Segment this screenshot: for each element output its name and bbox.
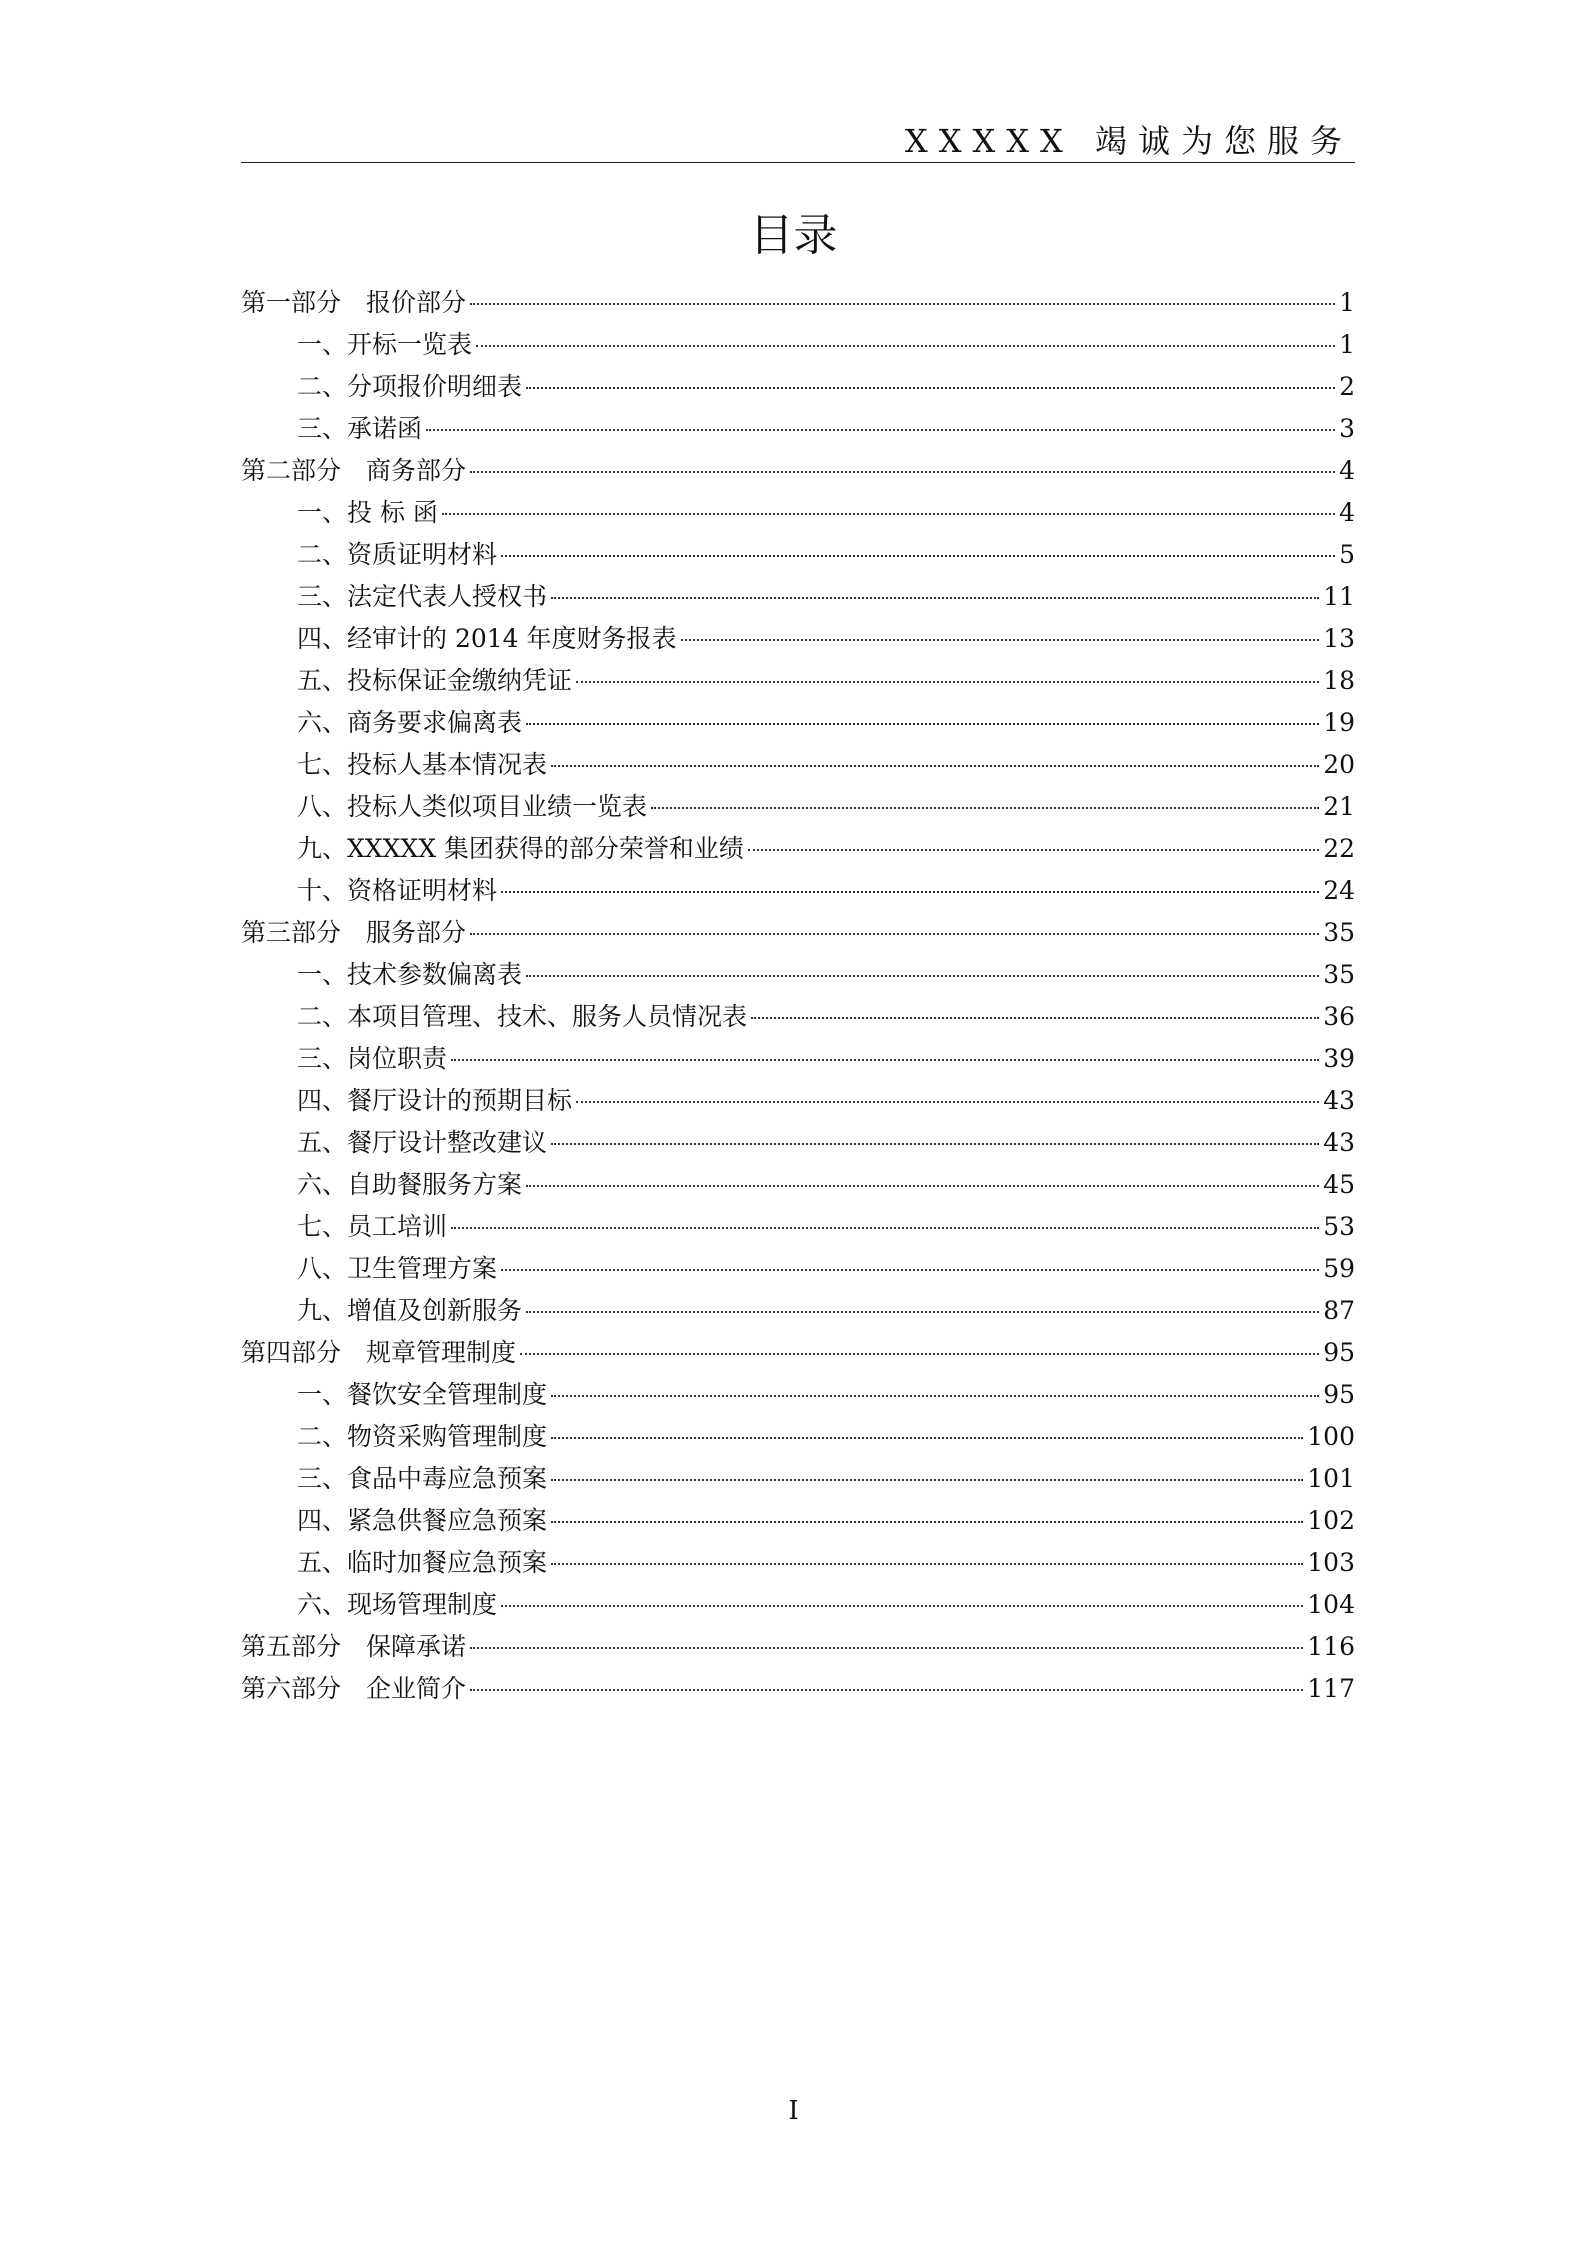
toc-entry-page-number: 116 [1307, 1632, 1355, 1661]
dot-leader [576, 1101, 1319, 1103]
toc-section-entry[interactable] [241, 282, 1355, 324]
toc-subsection-entry[interactable] [241, 1458, 1355, 1500]
dot-leader [551, 1479, 1303, 1481]
toc-entry-page-number: 53 [1323, 1212, 1355, 1241]
toc-entry-label: 一、投 标 函 [297, 498, 438, 527]
toc-entry-page-number: 18 [1323, 666, 1355, 695]
dot-leader [651, 807, 1319, 809]
toc-entry-page-number: 11 [1323, 582, 1355, 611]
toc-entry-label: 三、承诺函 [297, 414, 423, 443]
dot-leader [551, 1143, 1319, 1145]
toc-section-entry[interactable] [241, 1626, 1355, 1668]
toc-entry-label: 第三部分 服务部分 [241, 918, 467, 947]
toc-entry-page-number: 59 [1323, 1254, 1355, 1283]
toc-entry-label: 一、技术参数偏离表 [297, 960, 523, 989]
toc-subsection-entry[interactable] [241, 870, 1355, 912]
toc-subsection-entry[interactable] [241, 1374, 1355, 1416]
toc-entry-page-number: 35 [1323, 918, 1355, 947]
toc-subsection-entry[interactable] [241, 576, 1355, 618]
toc-entry-page-number: 2 [1339, 372, 1355, 401]
dot-leader [470, 471, 1335, 473]
dot-leader [526, 975, 1319, 977]
dot-leader [748, 849, 1319, 851]
dot-leader [526, 1311, 1319, 1313]
toc-entry-label: 二、物资采购管理制度 [297, 1422, 548, 1451]
dot-leader [551, 597, 1319, 599]
dot-leader [551, 1563, 1303, 1565]
toc-entry-label: 第一部分 报价部分 [241, 288, 467, 317]
toc-subsection-entry[interactable] [241, 1122, 1355, 1164]
toc-entry-label: 三、岗位职责 [297, 1044, 448, 1073]
dot-leader [501, 1605, 1303, 1607]
dot-leader [501, 1269, 1319, 1271]
dot-leader [476, 345, 1335, 347]
toc-entry-page-number: 102 [1307, 1506, 1355, 1535]
toc-subsection-entry[interactable] [241, 324, 1355, 366]
toc-entry-label: 六、现场管理制度 [297, 1590, 498, 1619]
toc-entry-label: 第六部分 企业简介 [241, 1674, 467, 1703]
toc-entry-label: 四、餐厅设计的预期目标 [297, 1086, 573, 1115]
toc-section-entry[interactable] [241, 450, 1355, 492]
toc-subsection-entry[interactable] [241, 618, 1355, 660]
toc-subsection-entry[interactable] [241, 1248, 1355, 1290]
toc-entry-label: 六、商务要求偏离表 [297, 708, 523, 737]
toc-entry-page-number: 45 [1323, 1170, 1355, 1199]
toc-entry-page-number: 21 [1323, 792, 1355, 821]
toc-entry-page-number: 24 [1323, 876, 1355, 905]
toc-entry-label: 第四部分 规章管理制度 [241, 1338, 517, 1367]
toc-entry-page-number: 5 [1339, 540, 1355, 569]
toc-subsection-entry[interactable] [241, 996, 1355, 1038]
toc-subsection-entry[interactable] [241, 786, 1355, 828]
toc-entry-page-number: 43 [1323, 1128, 1355, 1157]
dot-leader [520, 1353, 1319, 1355]
toc-entry-page-number: 4 [1339, 498, 1355, 527]
toc-subsection-entry[interactable] [241, 954, 1355, 996]
dot-leader [451, 1059, 1319, 1061]
toc-section-entry[interactable] [241, 1332, 1355, 1374]
toc-entry-label: 五、投标保证金缴纳凭证 [297, 666, 573, 695]
toc-entry-page-number: 117 [1307, 1674, 1355, 1703]
toc-entry-label: 二、资质证明材料 [297, 540, 498, 569]
toc-entry-page-number: 101 [1307, 1464, 1355, 1493]
dot-leader [501, 891, 1319, 893]
toc-subsection-entry[interactable] [241, 1080, 1355, 1122]
toc-entry-label: 五、餐厅设计整改建议 [297, 1128, 548, 1157]
toc-entry-label: 六、自助餐服务方案 [297, 1170, 523, 1199]
toc-entry-label: 四、紧急供餐应急预案 [297, 1506, 548, 1535]
toc-entry-page-number: 36 [1323, 1002, 1355, 1031]
dot-leader [751, 1017, 1319, 1019]
table-of-contents [241, 282, 1355, 1710]
toc-entry-page-number: 95 [1323, 1338, 1355, 1367]
toc-entry-label: 二、分项报价明细表 [297, 372, 523, 401]
page-header [241, 112, 1355, 163]
toc-entry-page-number: 87 [1323, 1296, 1355, 1325]
toc-entry-label: 三、食品中毒应急预案 [297, 1464, 548, 1493]
toc-entry-page-number: 13 [1323, 624, 1355, 653]
toc-entry-label: 三、法定代表人授权书 [297, 582, 548, 611]
toc-subsection-entry[interactable] [241, 1500, 1355, 1542]
toc-entry-label: 八、投标人类似项目业绩一览表 [297, 792, 648, 821]
toc-title: 目录 [749, 210, 838, 261]
dot-leader [681, 639, 1320, 641]
toc-entry-page-number: 104 [1307, 1590, 1355, 1619]
toc-subsection-entry[interactable] [241, 1206, 1355, 1248]
toc-entry-page-number: 20 [1323, 750, 1355, 779]
toc-entry-label: 一、开标一览表 [297, 330, 473, 359]
toc-entry-page-number: 22 [1323, 834, 1355, 863]
dot-leader [451, 1227, 1319, 1229]
dot-leader [526, 1185, 1319, 1187]
dot-leader [501, 555, 1335, 557]
toc-entry-page-number: 103 [1307, 1548, 1355, 1577]
toc-entry-page-number: 3 [1339, 414, 1355, 443]
toc-entry-page-number: 1 [1339, 288, 1355, 317]
dot-leader [551, 1437, 1303, 1439]
dot-leader [551, 1521, 1303, 1523]
dot-leader [526, 387, 1335, 389]
toc-entry-label: 一、餐饮安全管理制度 [297, 1380, 548, 1409]
toc-subsection-entry[interactable] [241, 1290, 1355, 1332]
dot-leader [576, 681, 1319, 683]
dot-leader [470, 303, 1335, 305]
dot-leader [551, 1395, 1319, 1397]
dot-leader [470, 933, 1319, 935]
toc-entry-label: 七、投标人基本情况表 [297, 750, 548, 779]
toc-entry-label: 七、员工培训 [297, 1212, 448, 1241]
dot-leader [470, 1689, 1303, 1691]
toc-subsection-entry[interactable] [241, 1584, 1355, 1626]
header-slogan: XXXXX 竭诚为您服务 [904, 122, 1353, 160]
toc-entry-page-number: 19 [1323, 708, 1355, 737]
toc-subsection-entry[interactable] [241, 702, 1355, 744]
toc-subsection-entry[interactable] [241, 1038, 1355, 1080]
toc-entry-label: 五、临时加餐应急预案 [297, 1548, 548, 1577]
toc-subsection-entry[interactable] [241, 1542, 1355, 1584]
toc-subsection-entry[interactable] [241, 660, 1355, 702]
toc-entry-page-number: 43 [1323, 1086, 1355, 1115]
toc-entry-page-number: 39 [1323, 1044, 1355, 1073]
toc-subsection-entry[interactable] [241, 408, 1355, 450]
page-number: I [788, 2096, 799, 2126]
toc-entry-label: 第二部分 商务部分 [241, 456, 467, 485]
toc-entry-label: 四、经审计的 2014 年度财务报表 [297, 624, 677, 653]
toc-entry-page-number: 35 [1323, 960, 1355, 989]
dot-leader [442, 513, 1335, 515]
toc-subsection-entry[interactable] [241, 744, 1355, 786]
toc-entry-page-number: 4 [1339, 456, 1355, 485]
toc-entry-label: 九、增值及创新服务 [297, 1296, 523, 1325]
toc-subsection-entry[interactable] [241, 828, 1355, 870]
dot-leader [426, 429, 1335, 431]
dot-leader [470, 1647, 1303, 1649]
dot-leader [551, 765, 1319, 767]
toc-section-entry[interactable] [241, 1668, 1355, 1710]
toc-subsection-entry[interactable] [241, 1164, 1355, 1206]
toc-entry-label: 九、XXXXX 集团获得的部分荣誉和业绩 [297, 834, 744, 863]
toc-section-entry[interactable] [241, 912, 1355, 954]
toc-entry-page-number: 100 [1307, 1422, 1355, 1451]
toc-entry-label: 二、本项目管理、技术、服务人员情况表 [297, 1002, 748, 1031]
toc-subsection-entry[interactable] [241, 366, 1355, 408]
toc-entry-page-number: 95 [1323, 1380, 1355, 1409]
dot-leader [526, 723, 1319, 725]
toc-subsection-entry[interactable] [241, 492, 1355, 534]
toc-entry-label: 十、资格证明材料 [297, 876, 498, 905]
toc-entry-label: 八、卫生管理方案 [297, 1254, 498, 1283]
toc-subsection-entry[interactable] [241, 1416, 1355, 1458]
toc-entry-label: 第五部分 保障承诺 [241, 1632, 467, 1661]
toc-subsection-entry[interactable] [241, 534, 1355, 576]
toc-entry-page-number: 1 [1339, 330, 1355, 359]
